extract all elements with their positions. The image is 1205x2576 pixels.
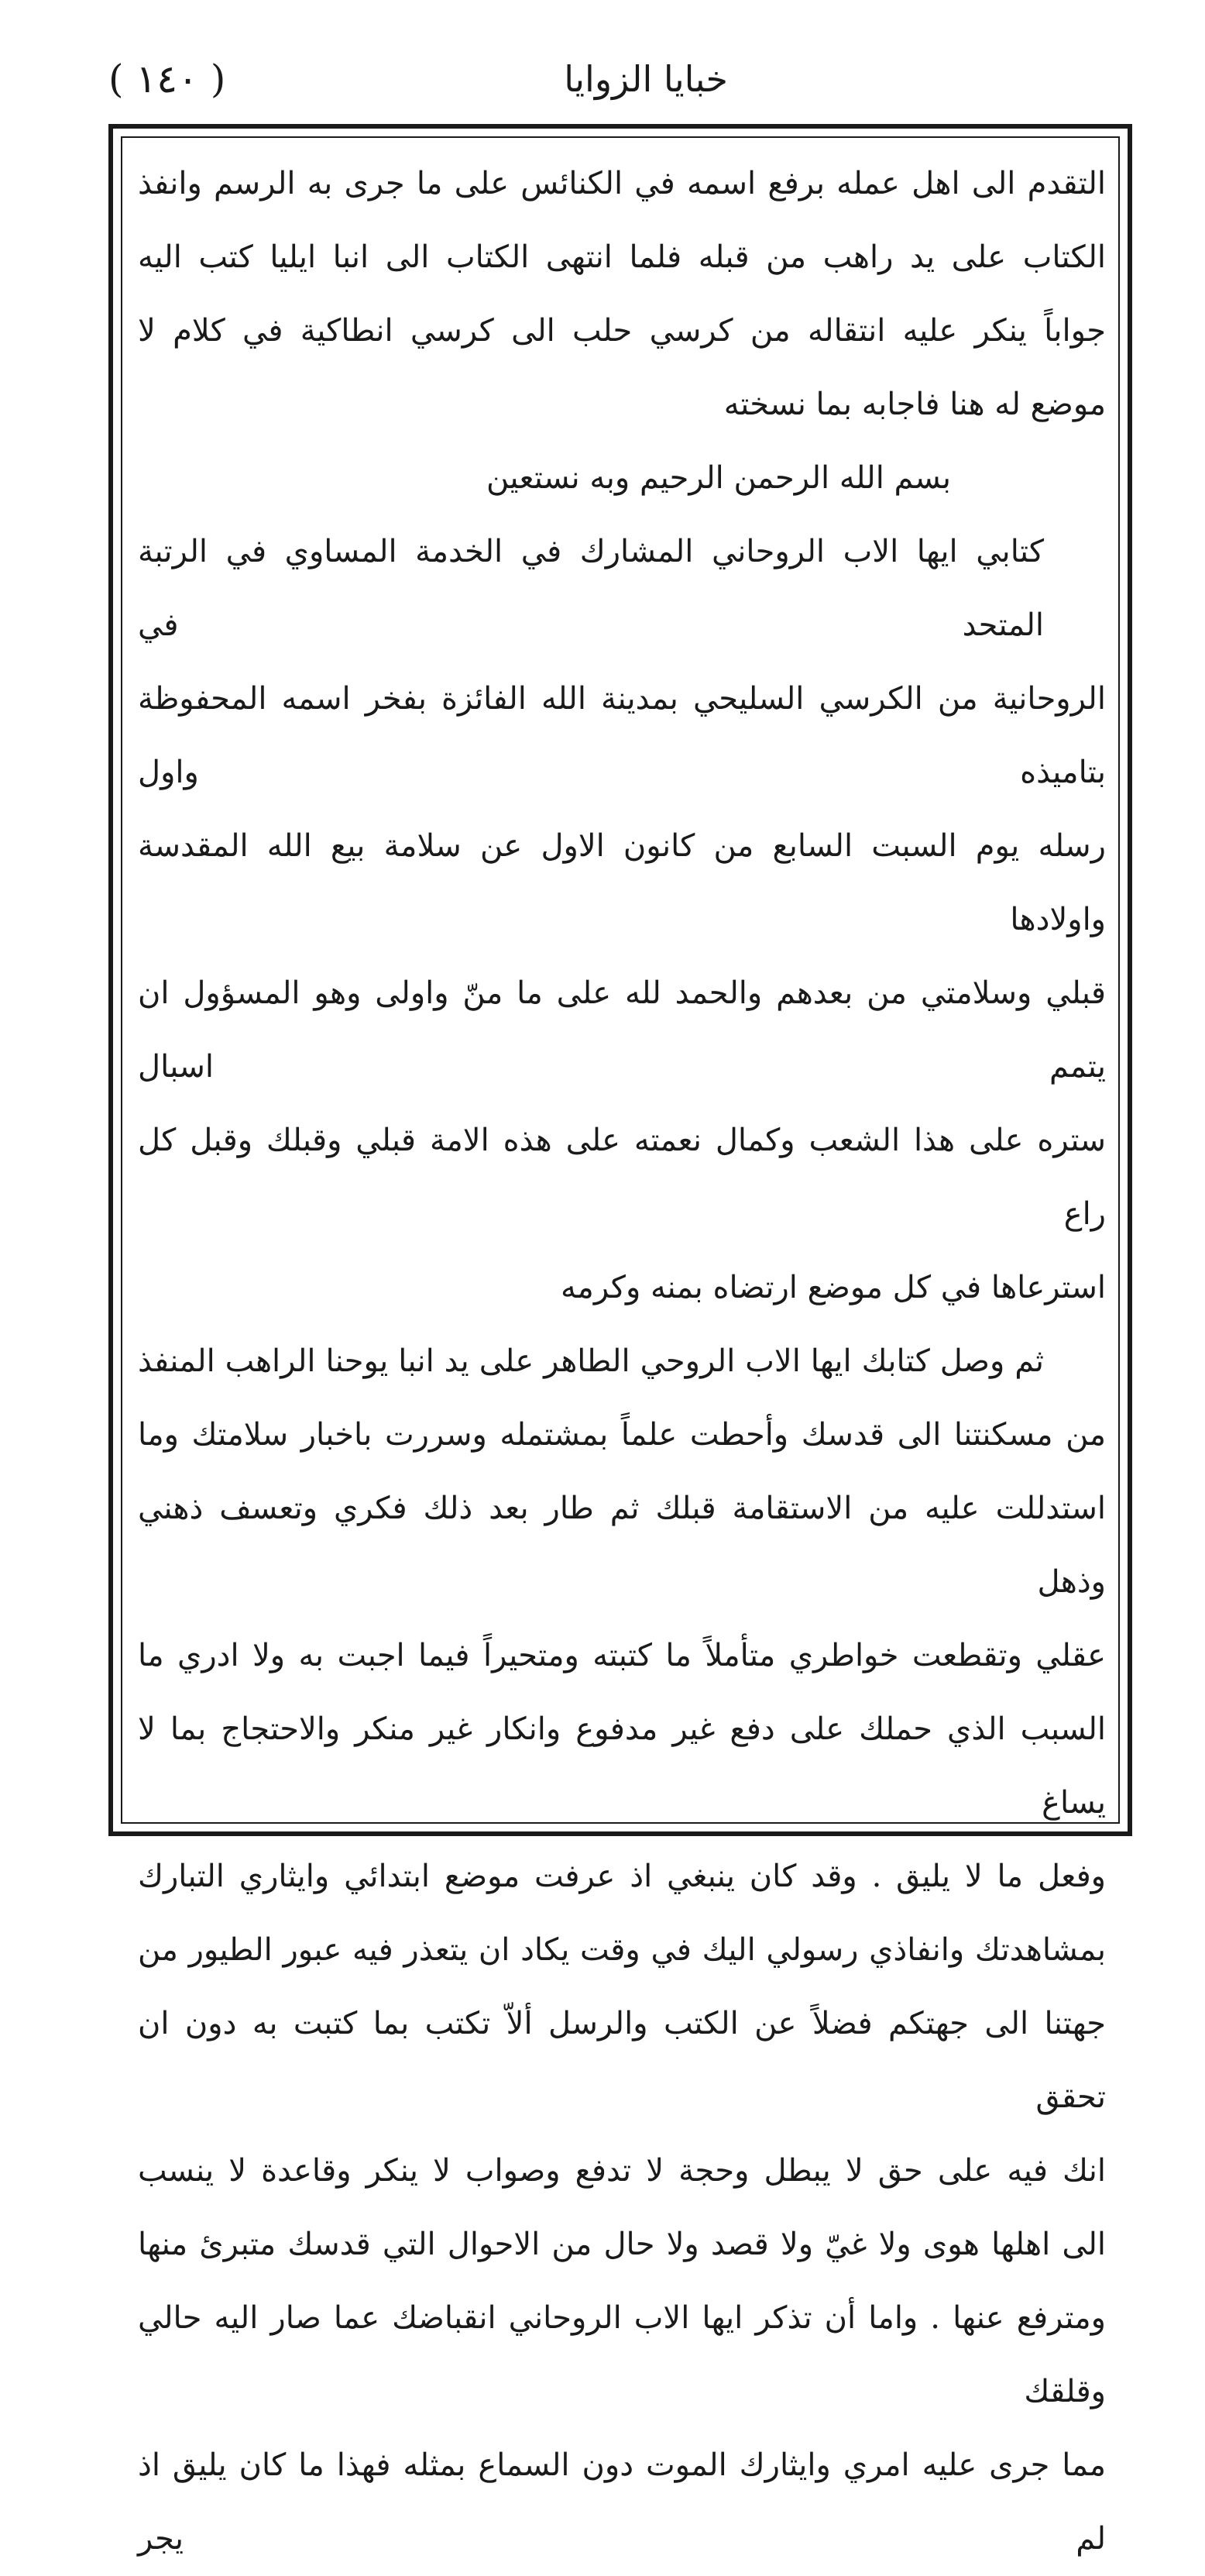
- text-line: موضع له هنا فاجابه بما نسخته: [723, 387, 1106, 422]
- text-line: استرعاها في كل موضع ارتضاه بمنه وكرمه: [560, 1270, 1106, 1305]
- text-line: جواباً ينكر عليه انتقاله من كرسي حلب الى كرسي انطاكية في كلام لا: [138, 313, 1106, 349]
- text-line: كتابي ايها الاب الروحاني المشارك في الخدمة المساوي في الرتبة المتحد في: [138, 534, 1044, 643]
- text-line: ستره على هذا الشعب وكمال نعمته على هذه الامة قبلي وقبلك وقبل كل راع: [138, 1123, 1106, 1232]
- running-title: خبايا الزوايا: [564, 58, 728, 100]
- text-line: مما جرى عليه امري وايثارك الموت دون السماع بمثله فهذا ما كان يليق اذ لم يجر: [138, 2447, 1106, 2557]
- text-line: عقلي وتقطعت خواطري متأملاً ما كتبته ومتحيراً فيما اجبت به ولا ادري ما: [138, 1638, 1106, 1673]
- text-line: من مسكنتنا الى قدسك وأحطت علماً بمشتمله وسررت باخبار سلامتك وما: [138, 1417, 1106, 1453]
- text-line: استدللت عليه من الاستقامة قبلك ثم طار بعد ذلك فكري وتعسف ذهني وذهل: [138, 1491, 1106, 1600]
- basmala-line: بسم الله الرحمن الرحيم وبه نستعين: [486, 460, 951, 496]
- text-line: رسله يوم السبت السابع من كانون الاول عن سلامة بيع الله المقدسة واولادها: [138, 828, 1106, 937]
- text-line: الكتاب على يد راهب من قبله فلما انتهى الكتاب الى انبا ايليا كتب اليه: [138, 239, 1106, 275]
- text-line: انك فيه على حق لا يبطل وحجة لا تدفع وصواب لا ينكر وقاعدة لا ينسب: [138, 2153, 1106, 2189]
- text-line: التقدم الى اهل عمله برفع اسمه في الكنائس على ما جرى به الرسم وانفذ: [138, 166, 1107, 201]
- text-line: قبلي وسلامتي من بعدهم والحمد لله على ما منّ واولى وهو المسؤول ان يتمم اسبال: [138, 975, 1106, 1085]
- text-line: بمشاهدتك وانفاذي رسولي اليك في وقت يكاد ان يتعذر فيه عبور الطيور من: [138, 1932, 1106, 1968]
- text-line: جهتنا الى جهتكم فضلاً عن الكتب والرسل ألاّ تكتب بما كتبت به دون ان تحقق: [138, 2006, 1106, 2115]
- text-line: الى اهلها هوى ولا غيّ ولا قصد ولا حال من الاحوال التي قدسك متبرئ منها: [138, 2227, 1106, 2262]
- text-line: الروحانية من الكرسي السليحي بمدينة الله الفائزة بفخر اسمه المحفوظة بتاميذه واول: [138, 681, 1106, 790]
- text-line: وفعل ما لا يليق . وقد كان ينبغي اذ عرفت موضع ابتدائي وايثاري التبارك: [138, 1859, 1106, 1894]
- body-text: [138, 147, 1106, 2576]
- page-number: ( ١٤٠ ): [108, 57, 226, 101]
- text-line: ومترفع عنها . واما أن تذكر ايها الاب الروحاني انقباضك عما صار اليه حالي وقلقك: [138, 2300, 1106, 2409]
- text-line: ثم وصل كتابك ايها الاب الروحي الطاهر على يد انبا يوحنا الراهب المنفذ: [138, 1343, 1044, 1379]
- text-line: السبب الذي حملك على دفع غير مدفوع وانكار غير منكر والاحتجاج بما لا يساغ: [138, 1711, 1106, 1821]
- page-header: [108, 40, 1107, 118]
